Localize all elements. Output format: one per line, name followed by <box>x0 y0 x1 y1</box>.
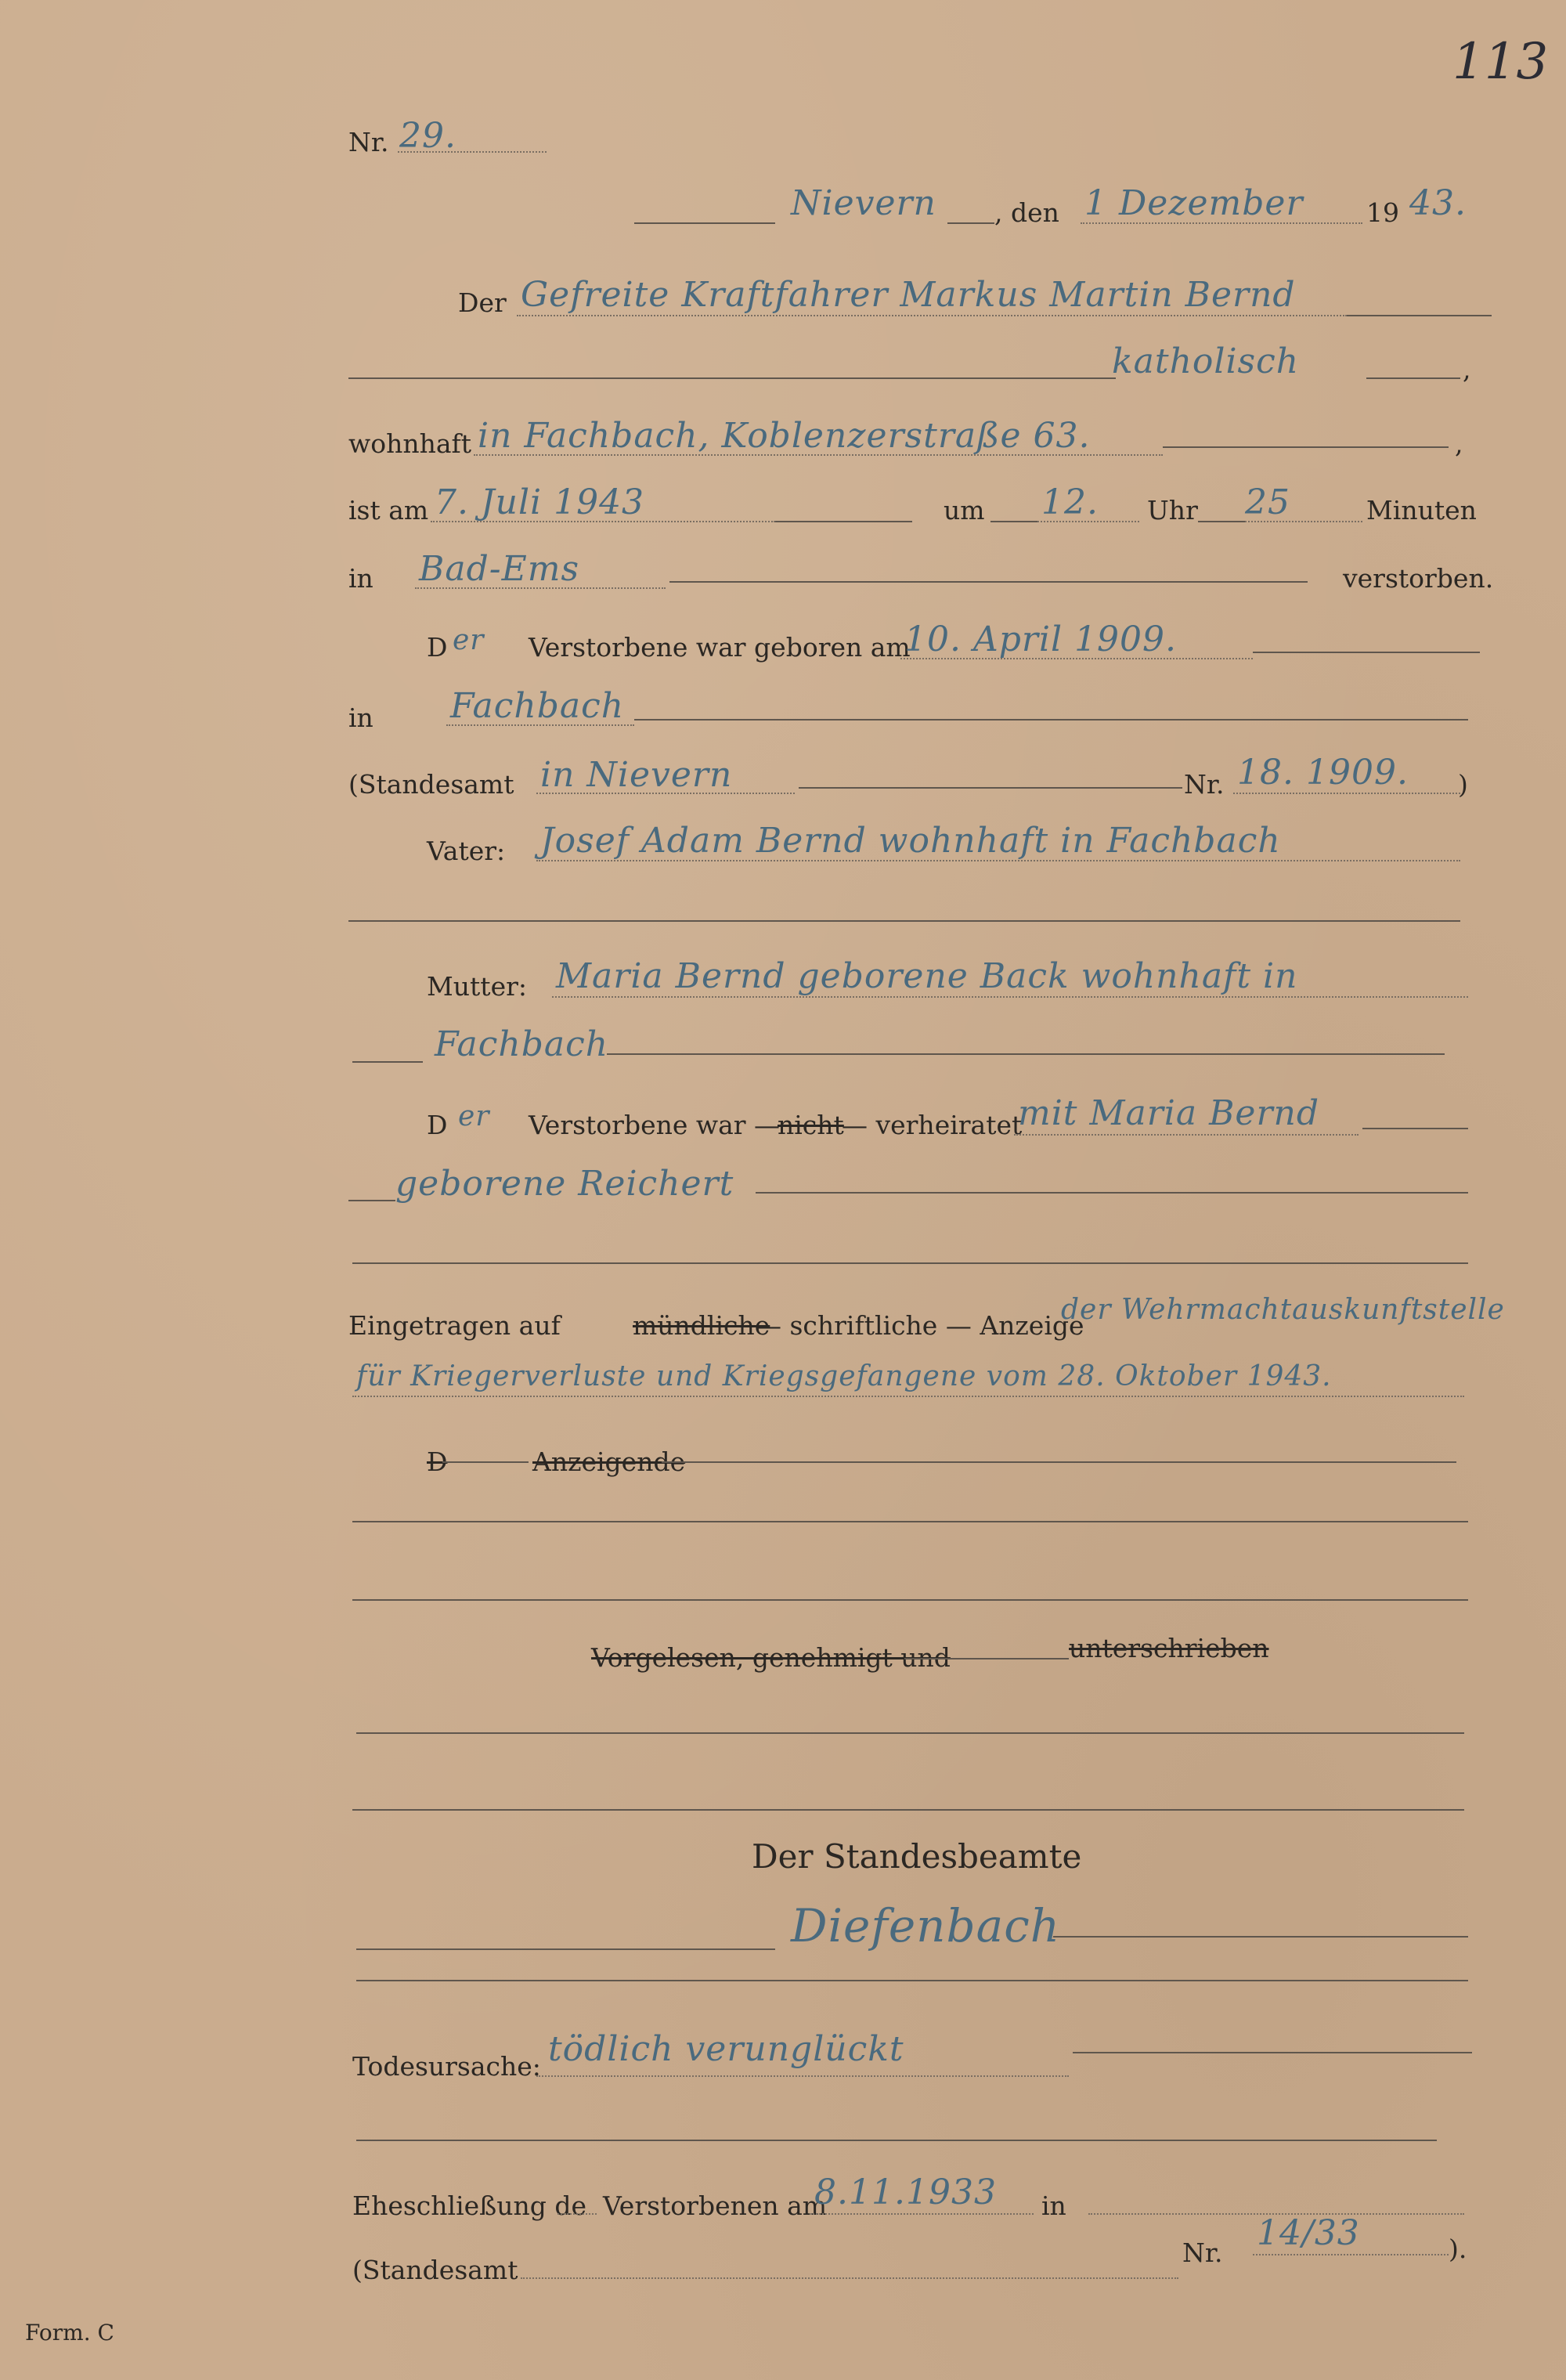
spouse-line2: geborene Reichert <box>395 1164 734 1204</box>
father-line <box>536 860 1460 861</box>
death-date-line <box>431 521 775 522</box>
hour-line-left <box>990 521 1037 522</box>
signature-line-2 <box>356 1980 1468 1981</box>
cause-line-2 <box>356 2140 1437 2141</box>
eingetragen-label: Eingetragen auf <box>348 1310 561 1341</box>
marriage-d-label: D <box>427 1110 448 1140</box>
birth-registry: in Nievern <box>540 755 733 795</box>
page-number: 113 <box>1452 33 1549 91</box>
nr-value: 29. <box>399 116 456 156</box>
birth-place: Fachbach <box>450 686 625 726</box>
eheschliessung-label: Eheschließung de <box>352 2190 586 2221</box>
deceased-name: Gefreite Kraftfahrer Markus Martin Bernd <box>521 275 1296 315</box>
vorgelesen-line-2 <box>356 1732 1464 1734</box>
death-date: 7. Juli 1943 <box>435 482 645 522</box>
vorgelesen-label: Vorgelesen, genehmigt und <box>591 1642 951 1673</box>
marriage-date: 8.11.1933 <box>814 2172 997 2212</box>
birth-nr-line <box>1233 793 1460 794</box>
anzeigende-line-2 <box>352 1521 1468 1522</box>
death-place: Bad-Ems <box>419 549 580 589</box>
death-hour: 12. <box>1041 482 1099 522</box>
mother-line2: Fachbach <box>435 1024 609 1064</box>
date-day-month: 1 Dezember <box>1084 183 1304 223</box>
form-label: Form. C <box>25 2320 114 2346</box>
death-minutes: 25 <box>1245 482 1290 522</box>
unterschrieben-label: unterschrieben <box>1069 1633 1269 1663</box>
official-signature: Diefenbach <box>791 1899 1061 1952</box>
cause-line-end <box>1073 2052 1472 2053</box>
vorgelesen-strike-line <box>904 1658 1069 1659</box>
residence-line <box>474 454 1163 456</box>
todesursache-label: Todesursache: <box>352 2051 541 2082</box>
vorgelesen-line-3 <box>352 1809 1464 1811</box>
spouse-line-end <box>1362 1128 1468 1129</box>
religion: katholisch <box>1112 341 1300 381</box>
marriage-blank-line <box>352 1262 1468 1264</box>
nr-label: Nr. <box>348 127 389 157</box>
verheiratet-label: — verheiratet <box>842 1110 1023 1140</box>
informant-line2: für Kriegerverluste und Kriegsgefangene vom 28. Oktober 1943. <box>356 1360 1332 1392</box>
den-label: , den <box>994 197 1059 228</box>
muendliche-struck: mündliche <box>633 1310 770 1341</box>
birth-date-line <box>900 658 1253 659</box>
marriage-standesamt-label: (Standesamt <box>352 2255 518 2285</box>
anzeigende-strike-line <box>442 1461 529 1463</box>
mother-line <box>552 996 1468 998</box>
marriage-war-label: Verstorbene war — <box>529 1110 781 1140</box>
cause-of-death: tödlich verunglückt <box>548 2029 904 2069</box>
spouse-line1: mit Maria Bernd <box>1018 1093 1319 1133</box>
signature-line-left <box>356 1948 775 1950</box>
residence-comma: , <box>1455 428 1463 459</box>
nr-line <box>398 151 547 153</box>
signature-line-right <box>1053 1936 1468 1938</box>
death-place-line-end <box>669 581 1308 583</box>
residence-line-end <box>1163 446 1449 448</box>
residence: in Fachbach, Koblenzerstraße 63. <box>478 416 1091 456</box>
marriage-close-paren: ). <box>1449 2234 1467 2264</box>
hour-line <box>1037 521 1139 522</box>
marriage-date-line <box>810 2213 1034 2215</box>
anzeigende-d: D <box>427 1446 448 1477</box>
mutter-label: Mutter: <box>427 971 527 1002</box>
spouse-line-2-left <box>348 1200 395 1201</box>
name-line <box>517 315 1347 316</box>
date-line <box>1081 222 1362 224</box>
standesamt-label: (Standesamt <box>348 769 514 800</box>
informant-line1: der Wehrmachtauskunftstelle <box>1061 1294 1505 1326</box>
father: Josef Adam Bernd wohnhaft in Fachbach <box>540 821 1281 861</box>
marriage-d-suffix: er <box>458 1100 490 1132</box>
schriftliche-label: — schriftliche — Anzeige <box>756 1310 1084 1341</box>
birth-close-paren: ) <box>1458 769 1468 800</box>
year-suffix: 43. <box>1409 183 1467 223</box>
birth-nr: 18. 1909. <box>1237 753 1409 793</box>
religion-line-right <box>1366 377 1460 379</box>
birth-registry-line-end <box>799 787 1182 789</box>
death-place-line <box>415 587 666 589</box>
birth-place-line-end <box>634 719 1468 721</box>
birth-place-line <box>446 724 634 726</box>
wohnhaft-label: wohnhaft <box>348 428 472 459</box>
place-line-left <box>634 222 775 224</box>
d-suffix: er <box>453 624 485 656</box>
religion-line-left <box>348 377 1116 379</box>
birth-registry-line <box>536 793 795 794</box>
minutes-line-left <box>1198 521 1245 522</box>
minutes-line <box>1245 521 1362 522</box>
birth-date: 10. April 1909. <box>904 619 1178 659</box>
father-line-2 <box>348 920 1460 922</box>
spouse-line-2-right <box>756 1192 1468 1194</box>
minuten-label: Minuten <box>1366 495 1477 525</box>
birth-date-line-end <box>1253 652 1480 653</box>
cause-line <box>536 2075 1069 2077</box>
marriage-nr: 14/33 <box>1257 2213 1360 2253</box>
in-label: in <box>348 563 373 594</box>
uhr-label: Uhr <box>1147 495 1198 525</box>
mother-line-2-left <box>352 1061 423 1063</box>
place-line-right <box>947 222 994 224</box>
der-label: Der <box>458 287 507 318</box>
marriage-nr-label: Nr. <box>1182 2237 1223 2268</box>
mother-line1: Maria Bernd geborene Back wohnhaft in <box>556 956 1298 996</box>
verstorbenen-am-label: Verstorbenen am <box>603 2190 828 2221</box>
birth-nr-label: Nr. <box>1184 769 1225 800</box>
spouse-line <box>1014 1134 1359 1136</box>
official-title: Der Standesbeamte <box>752 1837 1082 1876</box>
death-date-line-end <box>775 521 912 522</box>
eheschliessung-de-line <box>557 2213 597 2215</box>
marriage-nr-line <box>1253 2254 1449 2255</box>
verstorben-label: verstorben. <box>1343 563 1494 594</box>
place: Nievern <box>791 183 936 223</box>
anzeigende-line-3 <box>352 1599 1468 1601</box>
vater-label: Vater: <box>427 836 506 866</box>
nicht-struck: nicht <box>778 1110 844 1140</box>
geboren-label: Verstorbene war geboren am <box>529 632 911 663</box>
ist-am-label: ist am <box>348 495 429 525</box>
anzeigende-line <box>662 1461 1456 1463</box>
name-line-end <box>1347 315 1492 316</box>
year-prefix: 19 <box>1366 197 1399 228</box>
informant-line <box>352 1396 1464 1397</box>
um-label: um <box>944 495 985 525</box>
anzeigende-label: Anzeigende <box>532 1446 686 1477</box>
religion-comma: , <box>1463 354 1471 385</box>
marriage-standesamt-line <box>521 2277 1178 2279</box>
marriage-in-label: in <box>1041 2190 1066 2221</box>
d-label: D <box>427 632 448 663</box>
birth-in-label: in <box>348 702 373 733</box>
mother-line-2-right <box>607 1053 1445 1055</box>
